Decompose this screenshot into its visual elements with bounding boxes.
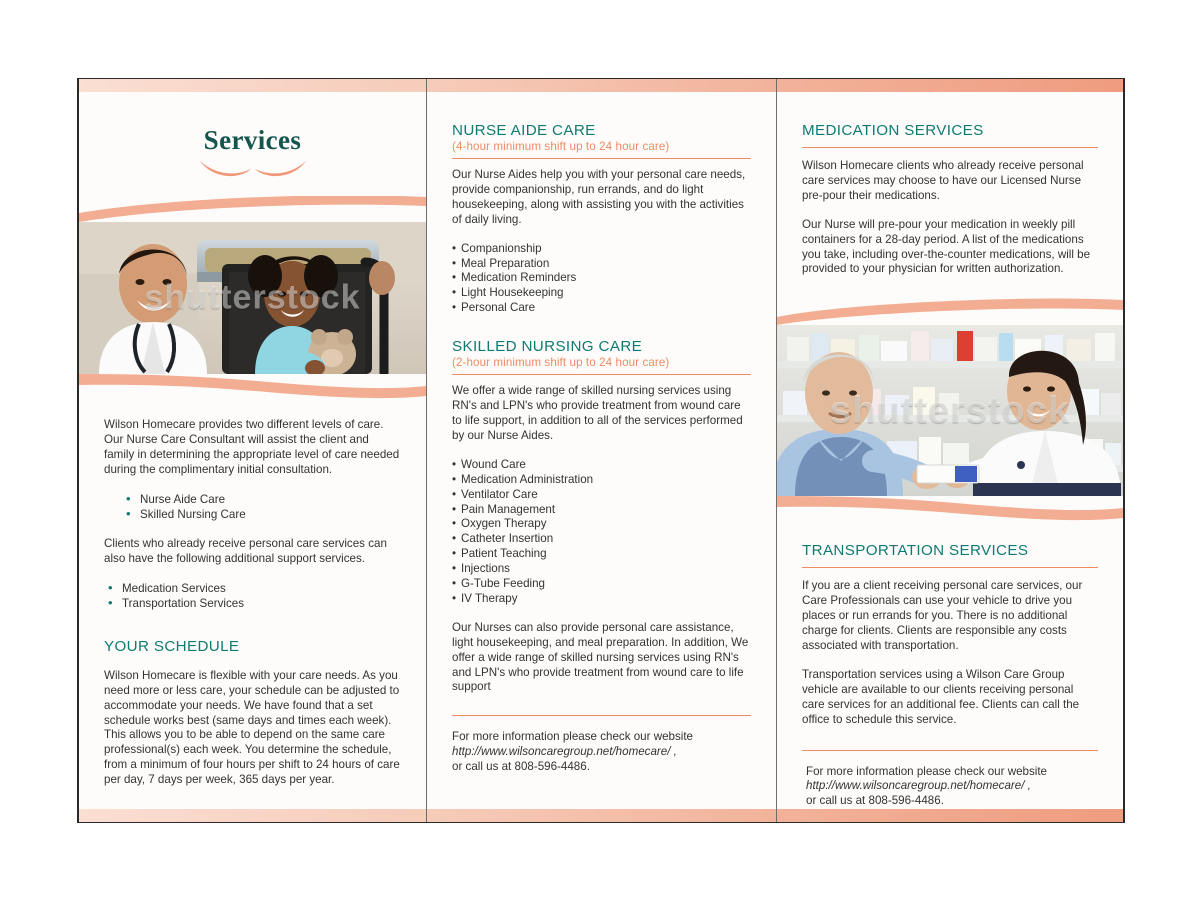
list-item: • Skilled Nursing Care — [126, 507, 401, 523]
left-intro-text: Wilson Homecare provides two different levels of care. Our Nurse Care Consultant will assist the client and family in determining the appropriate level of care needed during the complimentary initial consultation. — [104, 418, 400, 476]
skilled-nursing-care-heading: SKILLED NURSING CARE — [452, 338, 643, 356]
panel-middle — [427, 92, 776, 809]
photo-pharmacy-consultation — [777, 325, 1123, 496]
footer-website-url[interactable]: http://www.wilsoncaregroup.net/homecare/ , — [806, 779, 1031, 793]
list-item: • Nurse Aide Care — [126, 492, 401, 508]
list-item: • Meal Preparation — [452, 257, 751, 272]
skilled-nursing-care-list — [452, 458, 751, 607]
photo-clinic-doctor-child — [79, 222, 426, 374]
flourish-ornament-icon — [198, 158, 308, 180]
transportation-services-paragraph-2: Transportation services using a Wilson Care Group vehicle are available to our clients receiving personal care services for an additional fee. Clients can call the office to schedule this service. — [802, 667, 1080, 726]
middle-footer — [452, 730, 751, 775]
skilled-nursing-care-subheading: (2-hour minimum shift up to 24 hour care) — [452, 356, 670, 370]
transportation-services-heading: TRANSPORTATION SERVICES — [802, 542, 1029, 560]
wave-divider-top-left — [79, 196, 426, 222]
your-schedule-heading: YOUR SCHEDULE — [104, 637, 240, 655]
divider — [452, 374, 751, 375]
support-services-list — [108, 581, 401, 612]
nurse-aide-care-list — [452, 242, 751, 317]
divider — [452, 158, 751, 159]
footer-phone-line: or call us at 808-596-4486. — [452, 760, 590, 774]
left-support-intro-text: Clients who already receive personal care services can also have the following additional support services. — [104, 536, 387, 565]
panel-right — [777, 92, 1123, 809]
fold-line-right — [776, 79, 777, 822]
care-levels-list — [126, 492, 401, 523]
panel-left — [79, 92, 426, 809]
fold-line-left — [426, 79, 427, 822]
divider — [802, 147, 1098, 148]
pharmacy-scene-illustration — [777, 325, 1123, 496]
list-item: • Medication Reminders — [452, 271, 751, 286]
list-item: • Catheter Insertion — [452, 532, 751, 547]
your-schedule-text: Wilson Homecare is flexible with your care needs. As you need more or less care, your schedule can be adjusted to accommodate your needs. We have found that a set schedule works best (same days and times each week). This allows you to be able to depend on the same care professional(s) each week. You determine the schedule, from a minimum of four hours per shift to 24 hours of care per day, 7 days per week, 365 days per year. — [104, 668, 400, 787]
skilled-nursing-care-text: We offer a wide range of skilled nursing services using RN's and LPN's who provide treatment from wound care to life support, in addition to all of the services performed by our Nurse Aides. — [452, 384, 743, 442]
photo-block-clinic — [79, 222, 426, 374]
medication-services-paragraph-2: Our Nurse will pre-pour your medication in weekly pill containers for a 28-day period. A list of the medications you take, including over-the-counter medications, will be provided to your physician for written authorization. — [802, 217, 1091, 276]
right-footer — [802, 765, 1098, 810]
photo-watermark: shutterstock — [829, 389, 1071, 432]
list-item: • Ventilator Care — [452, 488, 751, 503]
list-item: • Patient Teaching — [452, 547, 751, 562]
list-item: • Wound Care — [452, 458, 751, 473]
wave-divider-top-right — [777, 297, 1123, 325]
top-accent-band — [79, 79, 1123, 92]
list-item: • G-Tube Feeding — [452, 577, 751, 592]
nurse-aide-care-text: Our Nurse Aides help you with your personal care needs, provide companionship, run errands, and do light housekeeping, along with assisting you with the activities of daily living. — [452, 168, 746, 226]
transportation-services-paragraph-1: If you are a client receiving personal care services, our Care Professionals can use your vehicle to drive you places or run errands for you. There is no additional charge for clients. Clients are responsible any costs associated with transportation. — [802, 579, 1083, 652]
list-item: • Light Housekeeping — [452, 286, 751, 301]
list-item: • Companionship — [452, 242, 751, 257]
list-item: • Medication Services — [108, 581, 401, 597]
photo-block-pharmacy — [777, 325, 1123, 496]
page-title: Services — [203, 125, 302, 155]
footer-website-url[interactable]: http://www.wilsoncaregroup.net/homecare/ , — [452, 745, 677, 759]
skilled-nursing-closing-text: Our Nurses can also provide personal care assistance, light housekeeping, and meal preparation. In addition, We offer a wide range of skilled nursing services using RN's and LPN's who provide treatment from wound care to life support — [452, 620, 749, 694]
clinic-scene-illustration — [79, 222, 426, 374]
list-item: • Pain Management — [452, 503, 751, 518]
list-item: • Injections — [452, 562, 751, 577]
nurse-aide-care-heading: NURSE AIDE CARE — [452, 122, 596, 139]
photo-watermark: shutterstock — [144, 278, 361, 317]
divider — [802, 567, 1098, 568]
footer-line-1: For more information please check our website — [806, 764, 1048, 778]
list-item: • Personal Care — [452, 301, 751, 316]
bottom-accent-band — [79, 809, 1123, 822]
list-item: • Medication Administration — [452, 473, 751, 488]
nurse-aide-care-subheading: (4-hour minimum shift up to 24 hour care) — [452, 140, 670, 153]
list-item: • IV Therapy — [452, 592, 751, 607]
brochure-sheet — [77, 78, 1125, 823]
footer-phone-line: or call us at 808-596-4486. — [806, 794, 944, 808]
medication-services-heading: MEDICATION SERVICES — [802, 122, 984, 139]
medication-services-paragraph-1: Wilson Homecare clients who already receive personal care services may choose to have our Licensed Nurse pre-pour their medications. — [802, 159, 1084, 202]
list-item: • Oxygen Therapy — [452, 517, 751, 532]
footer-line-1: For more information please check our website — [452, 730, 694, 744]
list-item: • Transportation Services — [108, 596, 401, 612]
wave-divider-bottom-right — [777, 496, 1123, 526]
wave-divider-bottom-left — [79, 374, 426, 404]
